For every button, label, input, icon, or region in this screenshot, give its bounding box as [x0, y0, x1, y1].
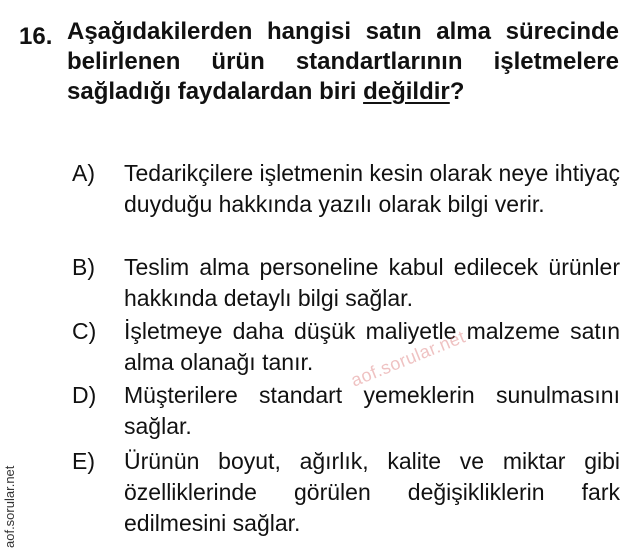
- option-b[interactable]: [72, 252, 620, 314]
- question-stem-negative: değildir: [363, 78, 450, 105]
- option-e-text: Ürünün boyut, ağırlık, kalite ve miktar gibi özelliklerinde görülen değişikliklerin fark edilmesini sağlar.: [124, 448, 620, 536]
- option-c[interactable]: [72, 316, 620, 378]
- question-stem-end: ?: [449, 78, 465, 105]
- option-c-letter: C): [72, 318, 97, 344]
- option-a-letter: A): [72, 160, 95, 186]
- option-c-text: İşletmeye daha düşük maliyetle malzeme satın alma olanağı tanır.: [124, 318, 620, 375]
- option-e[interactable]: [72, 446, 620, 539]
- question-number: 16.: [19, 23, 53, 50]
- option-e-letter: E): [72, 448, 95, 474]
- option-d-letter: D): [72, 382, 97, 408]
- option-b-text: Teslim alma personeline kabul edilecek ürünler hakkında detaylı bilgi sağlar.: [124, 254, 620, 311]
- option-b-letter: B): [72, 254, 95, 280]
- option-d-text: Müşterilere standart yemeklerin sunulmasını sağlar.: [124, 382, 620, 439]
- watermark-center: aof.sorular.net: [348, 326, 469, 391]
- option-d[interactable]: [72, 380, 620, 442]
- question-stem: [67, 17, 619, 107]
- watermark-side: aof.sorular.net: [2, 465, 17, 548]
- question-stem-main: Aşağıdakilerden hangisi satın alma sürecinde belirlenen ürün standartlarının işletmelere sağladığı faydalardan biri: [67, 18, 619, 105]
- option-a-text: Tedarikçilere işletmenin kesin olarak neye ihtiyaç duyduğu hakkında yazılı olarak bilgi verir.: [124, 160, 621, 217]
- option-a[interactable]: [72, 158, 620, 220]
